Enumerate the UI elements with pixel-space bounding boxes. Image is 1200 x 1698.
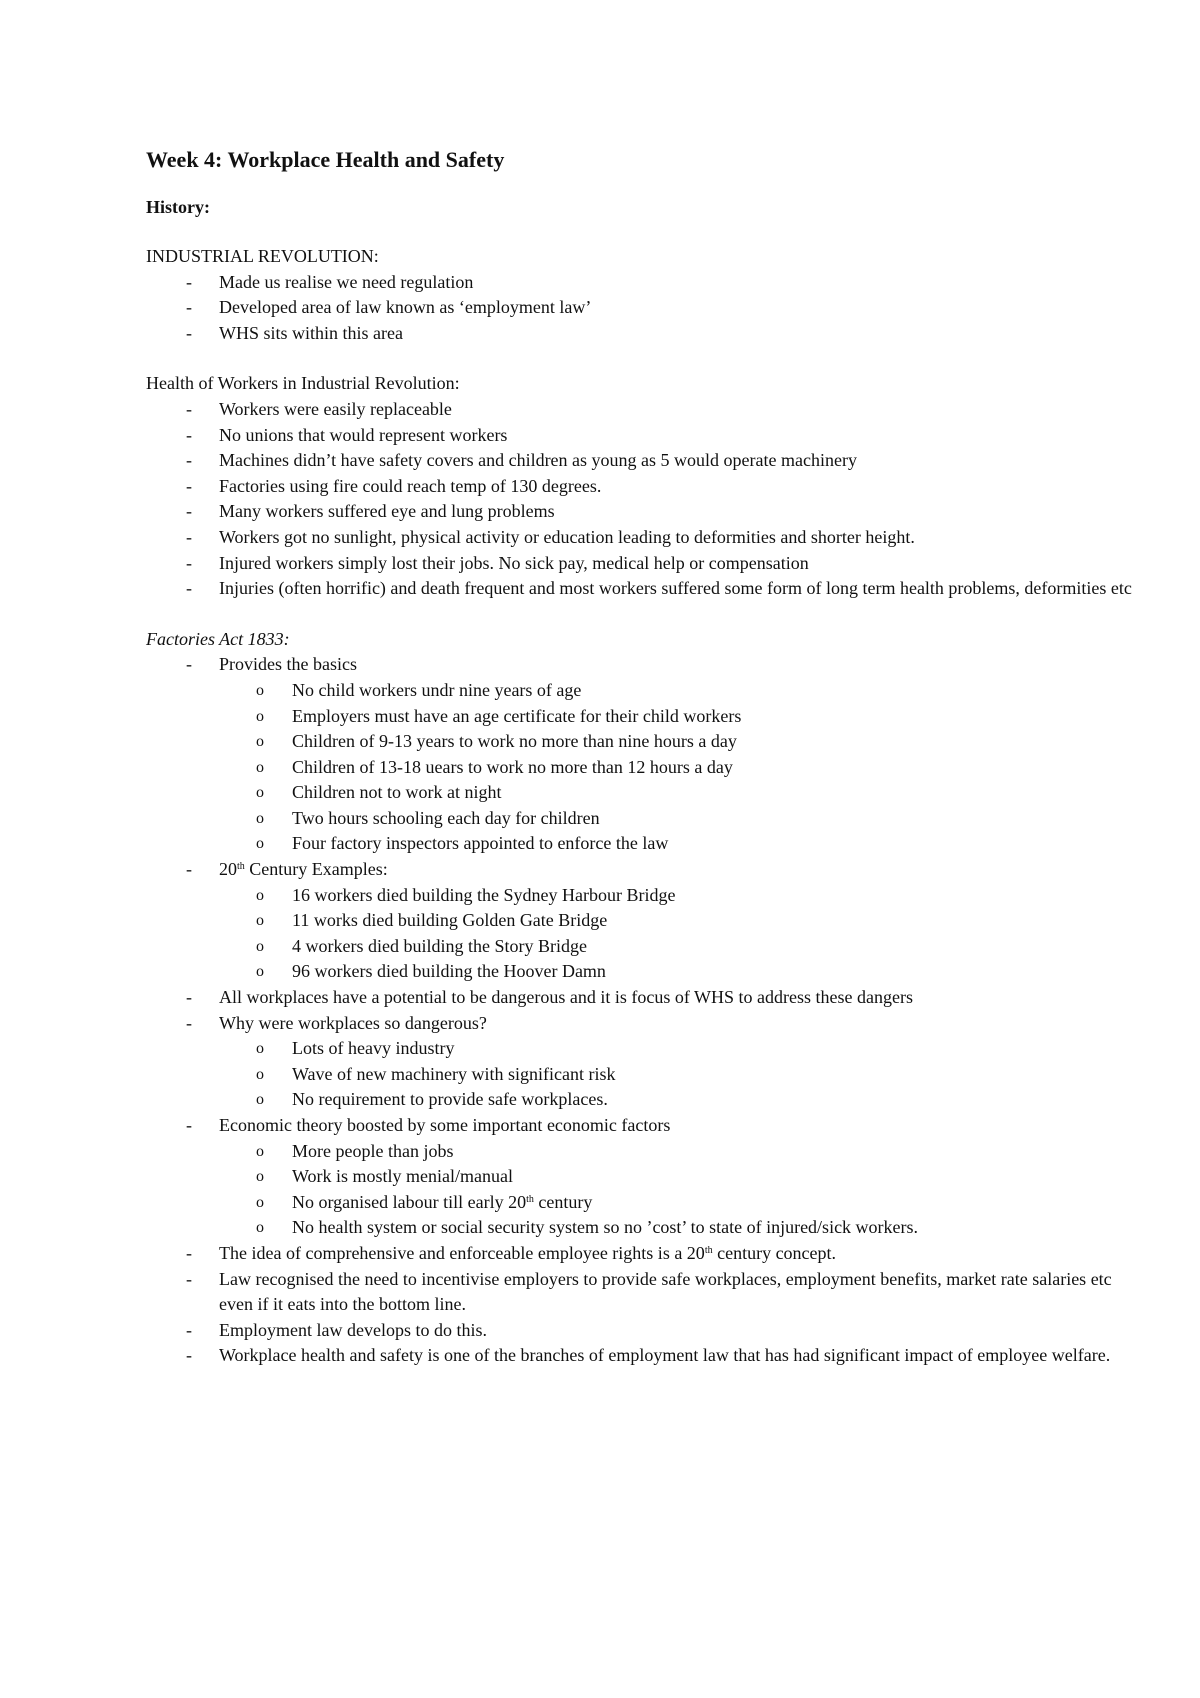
circle-marker: o: [256, 1142, 264, 1160]
dash-marker: -: [186, 501, 192, 522]
sub-list-item: o Children of 13-18 uears to work no more than 12 hours a day: [146, 755, 1146, 781]
sub-list-item: o Children of 9-13 years to work no more than nine hours a day: [146, 729, 1146, 755]
circle-marker: o: [256, 681, 264, 699]
list-item: - Workers were easily replaceable: [146, 397, 1146, 423]
dash-marker: -: [186, 271, 192, 292]
circle-marker: o: [256, 758, 264, 776]
superscript: th: [237, 861, 245, 873]
history-heading: History:: [146, 197, 210, 217]
dash-marker: -: [186, 398, 192, 419]
dash-marker: -: [186, 475, 192, 496]
sub-list-item: o Wave of new machinery with significant risk: [146, 1062, 1146, 1088]
section-heading: INDUSTRIAL REVOLUTION:: [146, 246, 379, 266]
circle-marker: o: [256, 707, 264, 725]
superscript: th: [704, 1244, 713, 1256]
sub-list-item: o Four factory inspectors appointed to enforce the law: [146, 831, 1146, 857]
document-title: Week 4: Workplace Health and Safety: [146, 147, 505, 172]
document-body: [146, 145, 1146, 1369]
sub-list-item: o 4 workers died building the Story Bridge: [146, 934, 1146, 960]
dash-marker: -: [186, 297, 192, 318]
sub-list-item: o No health system or social security system so no ’cost’ to state of injured/sick workers.: [146, 1215, 1146, 1241]
section-heading: Health of Workers in Industrial Revolution:: [146, 373, 460, 394]
list-item: - WHS sits within this area: [146, 321, 1146, 347]
dash-marker: -: [186, 654, 192, 675]
circle-marker: o: [256, 835, 264, 853]
circle-marker: o: [256, 1040, 264, 1058]
dash-marker: -: [186, 1268, 192, 1289]
circle-marker: o: [256, 937, 264, 955]
sub-list-item: o 16 workers died building the Sydney Harbour Bridge: [146, 883, 1146, 909]
circle-marker: o: [256, 886, 264, 904]
circle-marker: o: [256, 809, 264, 827]
dash-marker: -: [186, 450, 192, 471]
list-item: - Made us realise we need regulation: [146, 270, 1146, 296]
sub-list-item: o No child workers undr nine years of age: [146, 678, 1146, 704]
circle-marker: o: [256, 733, 264, 751]
bullet-list: [146, 270, 1146, 347]
bullet-list: [146, 397, 1146, 602]
circle-marker: o: [256, 1219, 264, 1237]
sub-list-item: o No organised labour till early 20th century: [146, 1190, 1146, 1216]
list-item: - Injuries (often horrific) and death frequent and most workers suffered some form of long term health problems, deformities etc: [146, 576, 1146, 602]
circle-marker: o: [256, 1193, 264, 1211]
sub-list-item: o More people than jobs: [146, 1139, 1146, 1165]
list-item: - Developed area of law known as ‘employment law’: [146, 295, 1146, 321]
sub-list-item: o Lots of heavy industry: [146, 1036, 1146, 1062]
sub-list-item: o 96 workers died building the Hoover Damn: [146, 959, 1146, 985]
list-item: - 20th Century Examples:: [146, 857, 1146, 883]
list-item: - No unions that would represent workers: [146, 423, 1146, 449]
list-item: - Employment law develops to do this.: [146, 1318, 1146, 1344]
dash-marker: -: [186, 1319, 192, 1340]
list-item: - Law recognised the need to incentivise employers to provide safe workplaces, employment benefits, market rate salaries etc even if it eats into the bottom line.: [186, 1268, 1112, 1315]
sub-list-item: o Two hours schooling each day for children: [146, 806, 1146, 832]
bullet-list: [146, 652, 1146, 1369]
list-item: - All workplaces have a potential to be dangerous and it is focus of WHS to address these dangers: [146, 985, 1146, 1011]
list-item: - The idea of comprehensive and enforceable employee rights is a 20th century concept.: [146, 1241, 1146, 1267]
dash-marker: -: [186, 1115, 192, 1135]
dash-marker: -: [186, 1242, 192, 1263]
superscript: th: [526, 1193, 534, 1205]
sub-list-item: o Children not to work at night: [146, 780, 1146, 806]
list-item: - Many workers suffered eye and lung problems: [146, 499, 1146, 525]
list-item: - Workplace health and safety is one of the branches of employment law that has had significant impact of employee welfare.: [146, 1343, 1146, 1369]
dash-marker: -: [186, 526, 192, 547]
dash-marker: -: [186, 552, 192, 573]
circle-marker: o: [256, 963, 264, 981]
dash-marker: -: [186, 1345, 192, 1366]
list-item: - Provides the basics: [146, 652, 1146, 678]
circle-marker: o: [256, 912, 264, 930]
dash-marker: -: [186, 424, 192, 445]
sub-list-item: o No requirement to provide safe workplaces.: [146, 1087, 1146, 1113]
list-item: - Injured workers simply lost their jobs. No sick pay, medical help or compensation: [146, 551, 1146, 577]
list-item: - Economic theory boosted by some important economic factors: [146, 1113, 1146, 1139]
sub-list-item: o Employers must have an age certificate for their child workers: [146, 704, 1146, 730]
dash-marker: -: [186, 859, 192, 880]
dash-marker: -: [186, 987, 192, 1008]
dash-marker: -: [186, 1012, 192, 1033]
circle-marker: o: [256, 784, 264, 802]
list-item: - Machines didn’t have safety covers and children as young as 5 would operate machinery: [146, 448, 1146, 474]
health-of-workers-section: [146, 371, 1146, 601]
industrial-revolution-section: [146, 244, 1146, 346]
circle-marker: o: [256, 1065, 264, 1083]
sub-list-item: o 11 works died building Golden Gate Bridge: [146, 908, 1146, 934]
factories-act-section: [146, 627, 1146, 1369]
circle-marker: o: [256, 1168, 264, 1186]
list-item: - Why were workplaces so dangerous?: [146, 1011, 1146, 1037]
sub-list-item: o Work is mostly menial/manual: [146, 1164, 1146, 1190]
dash-marker: -: [186, 322, 192, 343]
circle-marker: o: [256, 1091, 264, 1109]
list-item: - Factories using fire could reach temp of 130 degrees.: [146, 474, 1146, 500]
section-heading: Factories Act 1833:: [146, 628, 290, 649]
dash-marker: -: [186, 578, 192, 599]
list-item: - Workers got no sunlight, physical activity or education leading to deformities and shorter height.: [146, 525, 1146, 551]
